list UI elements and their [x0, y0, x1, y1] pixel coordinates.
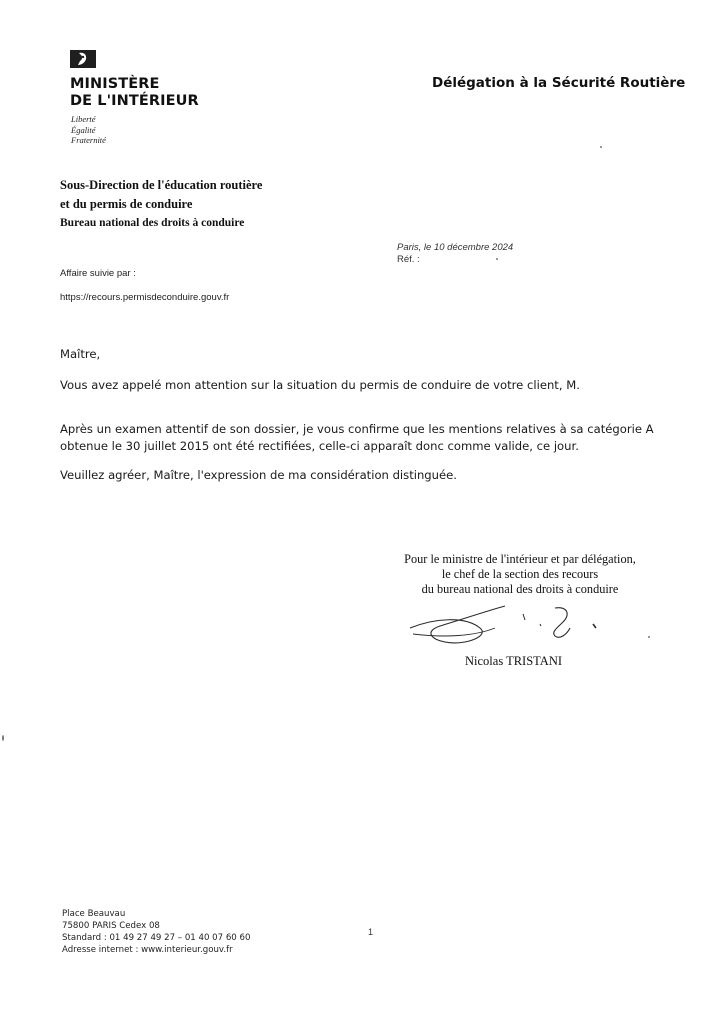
scan-speck	[496, 258, 498, 260]
paragraph-2-line-2: obtenue le 30 juillet 2015 ont été rectifiées, celle-ci apparaît donc comme valide, ce jour.	[60, 439, 579, 453]
sender-block	[60, 176, 262, 233]
motto-egalite: Égalité	[71, 124, 96, 135]
signature-block	[380, 552, 660, 597]
footer-line-2: 75800 PARIS Cedex 08	[62, 921, 160, 931]
motto-fraternite: Fraternité	[71, 135, 106, 145]
delegation-title: Délégation à la Sécurité Routière	[432, 75, 686, 91]
signature-line-3: du bureau national des droits à conduire	[421, 582, 619, 596]
sender-line-3: Bureau national des droits à conduire	[60, 217, 245, 229]
closing-formula: Veuillez agréer, Maître, l'expression de ma considération distinguée.	[60, 468, 457, 482]
paragraph-2	[60, 421, 680, 455]
republic-motto	[71, 114, 106, 146]
footer-line-1: Place Beauvau	[62, 909, 126, 919]
sender-line-1: Sous-Direction de l'éducation routière	[60, 178, 263, 192]
scan-speck	[2, 735, 4, 741]
page-number: 1	[368, 927, 374, 937]
marianne-logo-icon	[70, 50, 96, 68]
motto-liberte: Liberté	[71, 114, 96, 124]
footer-line-3: Standard : 01 49 27 49 27 – 01 40 07 60 60	[62, 933, 251, 943]
letter-date: Paris, le 10 décembre 2024	[397, 242, 514, 253]
scan-speck	[600, 146, 602, 148]
signature-line-2: le chef de la section des recours	[441, 567, 599, 581]
ministry-name-line-1: MINISTÈRE	[70, 76, 160, 92]
signer-name: Nicolas TRISTANI	[465, 654, 563, 668]
handwritten-signature	[405, 598, 635, 658]
sender-line-2: et du permis de conduire	[60, 197, 193, 211]
footer-address	[62, 908, 250, 956]
paragraph-2-line-1: Après un examen attentif de son dossier, je vous confirme que les mentions relatives à sa catégorie A	[60, 422, 654, 436]
salutation: Maître,	[60, 347, 101, 361]
affaire-suivie-label: Affaire suivie par :	[60, 268, 136, 279]
date-block	[397, 242, 513, 266]
footer-line-4: Adresse internet : www.interieur.gouv.fr	[62, 945, 233, 955]
ministry-name-line-2: DE L'INTÉRIEUR	[70, 93, 199, 109]
scan-speck	[648, 636, 650, 638]
signature-line-1: Pour le ministre de l'intérieur et par délégation,	[404, 552, 636, 566]
reference-label: Réf. :	[397, 254, 420, 265]
paragraph-1: Vous avez appelé mon attention sur la situation du permis de conduire de votre client, M.	[60, 378, 580, 392]
ministry-name	[70, 76, 199, 110]
recours-url: https://recours.permisdeconduire.gouv.fr	[60, 292, 230, 303]
